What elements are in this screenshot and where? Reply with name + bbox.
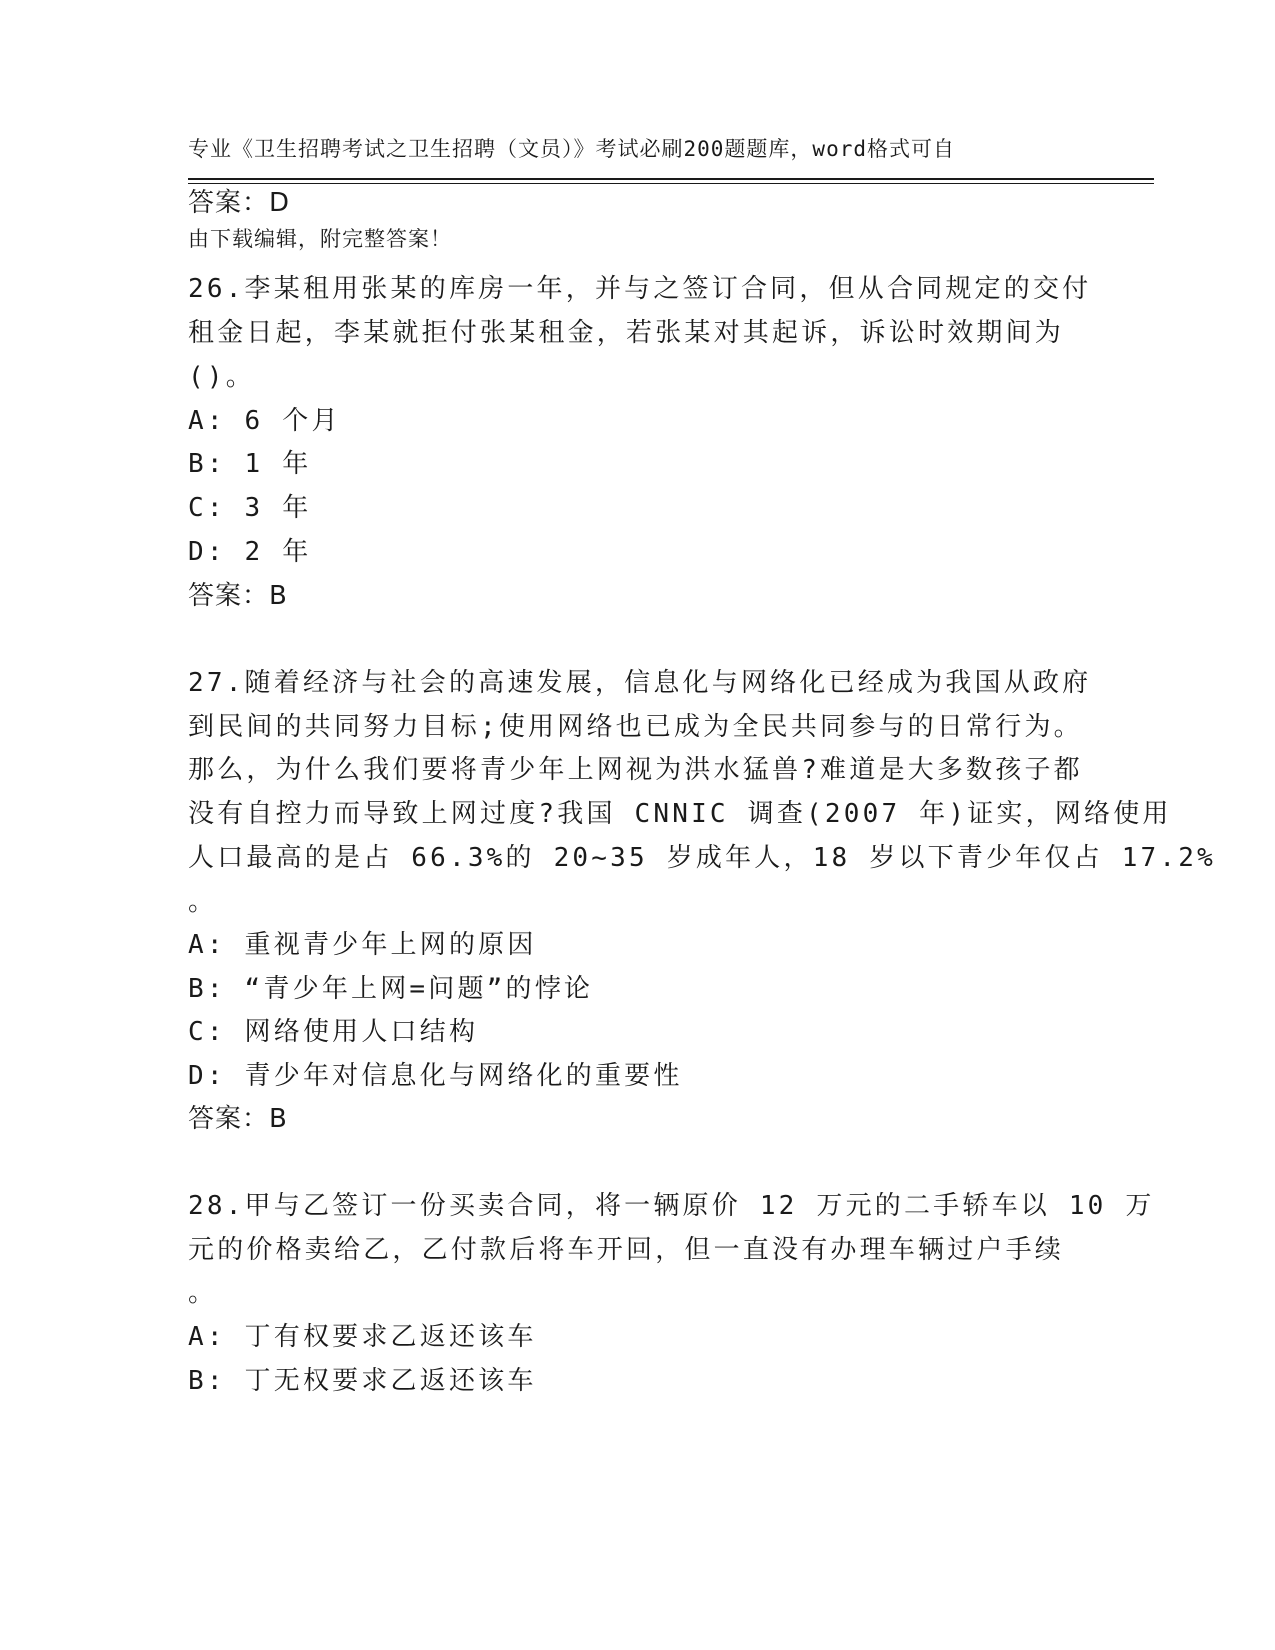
question-27-option-d: D: 青少年对信息化与网络化的重要性 xyxy=(188,1061,683,1091)
question-27-line-6: 。 xyxy=(188,887,218,917)
question-28-option-b: B: 丁无权要求乙返还该车 xyxy=(188,1366,537,1396)
question-27-line-3: 那么，为什么我们要将青少年上网视为洪水猛兽?难道是大多数孩子都 xyxy=(188,755,1083,785)
question-27-line-5: 人口最高的是占 66.3%的 20~35 岁成年人，18 岁以下青少年仅占 17.2% xyxy=(188,843,1216,873)
header-line-1: 专业《卫生招聘考试之卫生招聘（文员）》考试必刷200题题库，word格式可自 xyxy=(188,137,955,161)
question-26-line-2: 租金日起，李某就拒付张某租金，若张某对其起诉，诉讼时效期间为 xyxy=(188,318,1065,348)
question-26-line-3: ()。 xyxy=(188,362,255,392)
header-divider-thin xyxy=(188,183,1154,184)
question-26-line-1: 26.李某租用张某的库房一年，并与之签订合同，但从合同规定的交付 xyxy=(188,274,1092,304)
header-line-2: 由下载编辑，附完整答案！ xyxy=(188,227,452,251)
question-27-line-4: 没有自控力而导致上网过度?我国 CNNIC 调查(2007 年)证实，网络使用 xyxy=(188,799,1172,829)
answer-27: 答案：B xyxy=(188,1104,288,1134)
question-27-option-b: B: “青少年上网=问题”的悖论 xyxy=(188,974,594,1004)
question-26-option-c: C: 3 年 xyxy=(188,493,312,523)
question-28-line-2: 元的价格卖给乙，乙付款后将车开回，但一直没有办理车辆过户手续 xyxy=(188,1235,1065,1265)
answer-26: 答案：B xyxy=(188,581,288,611)
question-28-line-1: 28.甲与乙签订一份买卖合同，将一辆原价 12 万元的二手轿车以 10 万 xyxy=(188,1191,1155,1221)
question-27-line-1: 27.随着经济与社会的高速发展，信息化与网络化已经成为我国从政府 xyxy=(188,668,1092,698)
question-28-line-3: 。 xyxy=(188,1278,218,1308)
header-divider-thick xyxy=(188,178,1154,180)
answer-25: 答案：D xyxy=(188,188,291,218)
question-27-option-a: A: 重视青少年上网的原因 xyxy=(188,930,537,960)
question-27-option-c: C: 网络使用人口结构 xyxy=(188,1017,479,1047)
question-26-option-d: D: 2 年 xyxy=(188,537,312,567)
question-27-line-2: 到民间的共同努力目标;使用网络也已成为全民共同参与的日常行为。 xyxy=(188,712,1083,742)
question-26-option-b: B: 1 年 xyxy=(188,449,312,479)
question-28-option-a: A: 丁有权要求乙返还该车 xyxy=(188,1322,537,1352)
question-26-option-a: A: 6 个月 xyxy=(188,406,341,436)
